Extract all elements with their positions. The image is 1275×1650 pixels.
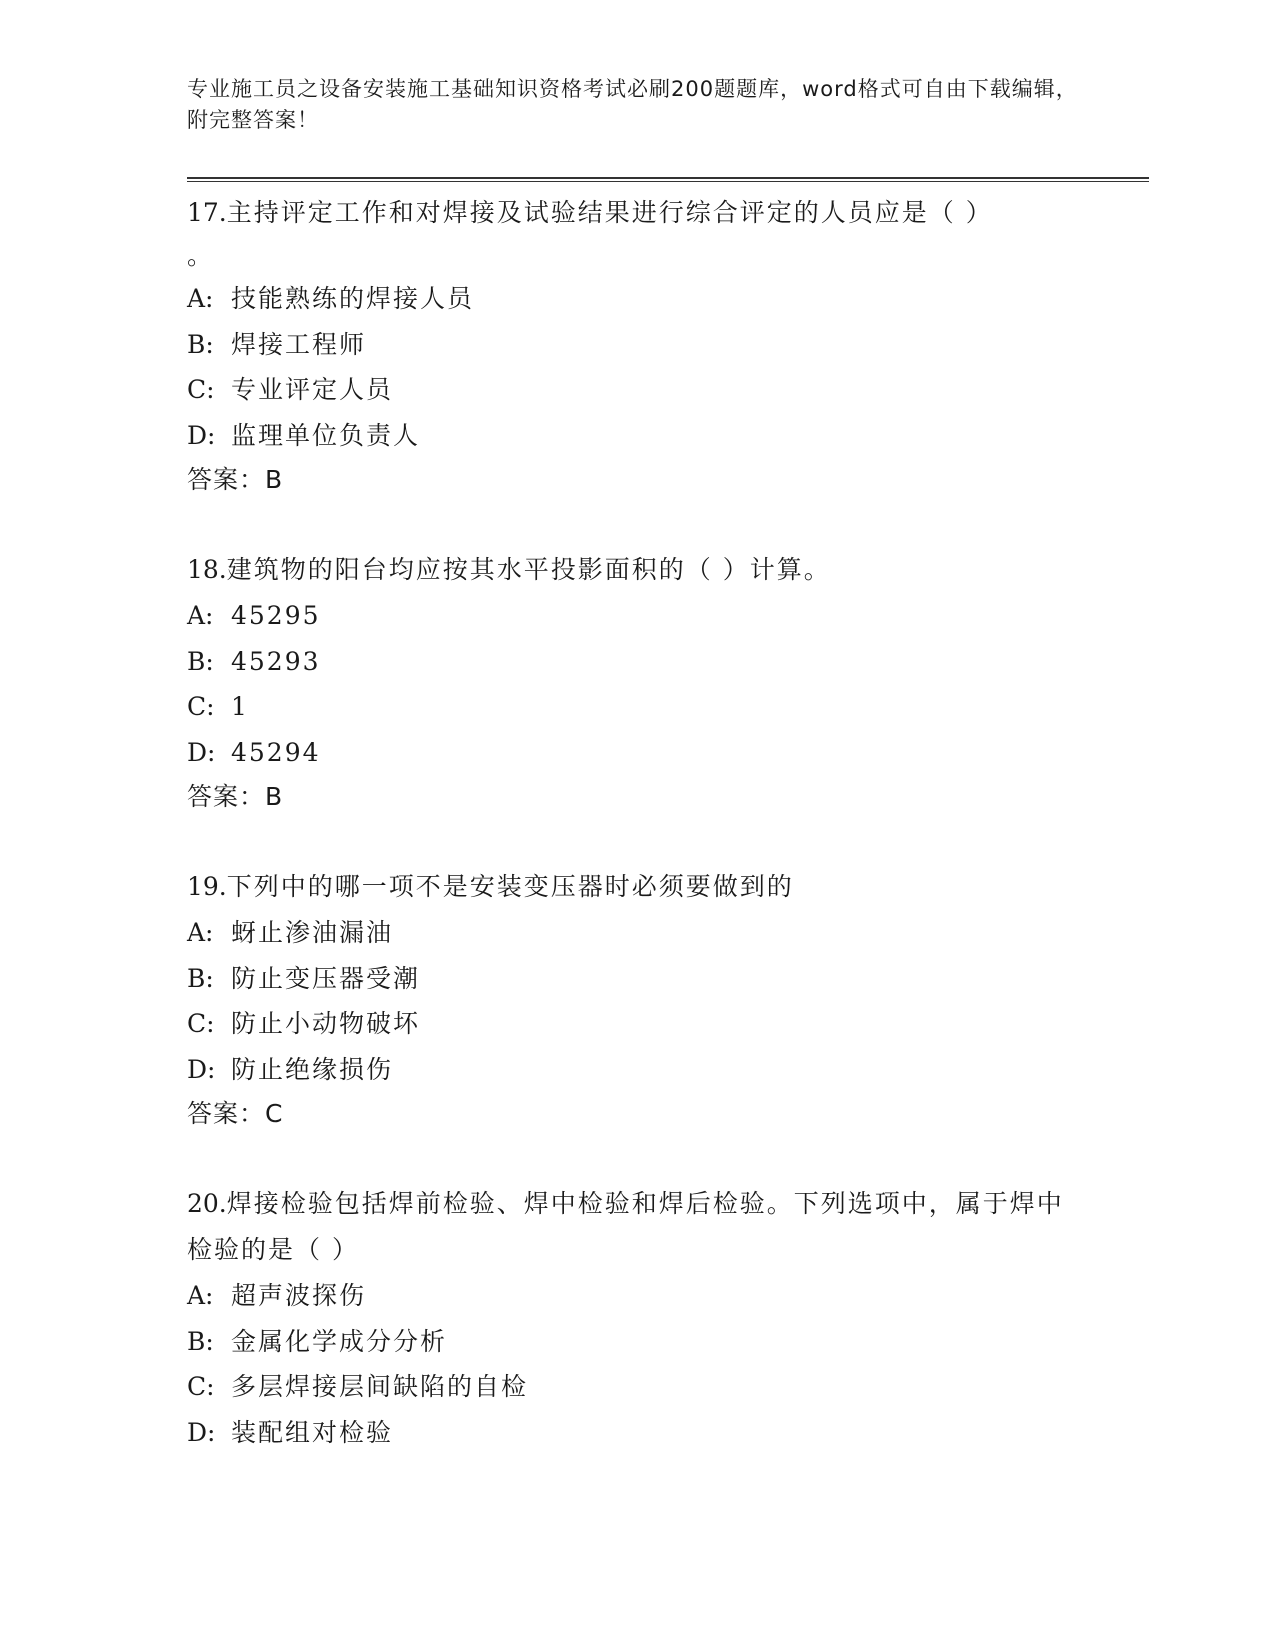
document-header: 专业施工员之设备安装施工基础知识资格考试必刷200题题库，word格式可自由下载编辑，附完整答案！ [187, 77, 1078, 132]
answer-label: 答案：C [187, 1099, 284, 1128]
option-text: 焊接工程师 [231, 329, 367, 359]
option-text: 装配组对检验 [231, 1417, 394, 1447]
question-text [187, 547, 1087, 593]
header-divider [187, 177, 1149, 182]
option-letter: C: [187, 1009, 215, 1038]
option-text: 技能熟练的焊接人员 [231, 284, 475, 313]
answer-label: 答案：B [187, 465, 284, 494]
option-letter: D: [187, 1054, 216, 1084]
option-text: 超声波探伤 [231, 1281, 367, 1310]
option-letter: C: [187, 692, 215, 721]
question-number: 20. [187, 1189, 227, 1218]
option-letter: D: [187, 1417, 216, 1447]
question-17 [187, 190, 1087, 502]
option-b [187, 956, 1087, 1002]
answer-label: 答案：B [187, 782, 284, 811]
option-text: 多层焊接层间缺陷的自检 [231, 1372, 529, 1401]
option-letter: D: [187, 420, 216, 450]
question-body: 焊接检验包括焊前检验、焊中检验和焊后检验。下列选项中，属于焊中检验的是（ ） [187, 1189, 1064, 1264]
option-text: 金属化学成分分析 [231, 1326, 448, 1356]
option-text: 1 [231, 692, 249, 721]
option-text: 专业评定人员 [231, 375, 394, 404]
question-list [187, 190, 1087, 1500]
option-text: 防止变压器受潮 [231, 963, 421, 993]
option-text: 监理单位负责人 [231, 420, 421, 450]
option-text: 蚜止渗油漏油 [231, 918, 394, 947]
option-letter: A: [187, 284, 214, 313]
question-trailing-punctuation: 。 [187, 241, 215, 270]
option-letter: D: [187, 737, 216, 767]
question-20 [187, 1181, 1087, 1455]
option-c [187, 684, 1087, 730]
option-d [187, 730, 1087, 776]
question-text [187, 190, 1087, 236]
option-letter: C: [187, 1372, 215, 1401]
option-d [187, 413, 1087, 459]
option-letter: B: [187, 1326, 214, 1356]
option-letter: B: [187, 963, 214, 993]
option-b [187, 639, 1087, 685]
question-body: 主持评定工作和对焊接及试验结果进行综合评定的人员应是（ ） [226, 198, 993, 227]
option-b [187, 322, 1087, 368]
option-text: 防止绝缘损伤 [231, 1054, 394, 1084]
option-letter: B: [187, 646, 214, 676]
question-number: 18. [187, 555, 227, 584]
option-c [187, 1364, 1087, 1410]
question-number: 17. [187, 198, 227, 227]
option-text: 45295 [231, 601, 321, 630]
question-body: 下列中的哪一项不是安装变压器时必须要做到的 [226, 872, 794, 901]
option-letter: C: [187, 375, 215, 404]
option-text: 45294 [231, 737, 321, 767]
option-a [187, 1273, 1087, 1319]
option-text: 防止小动物破坏 [231, 1009, 421, 1038]
option-a [187, 276, 1087, 322]
option-text: 45293 [231, 646, 321, 676]
option-b [187, 1319, 1087, 1365]
option-d [187, 1047, 1087, 1093]
option-letter: B: [187, 329, 214, 359]
question-body: 建筑物的阳台均应按其水平投影面积的（ ）计算。 [226, 555, 831, 584]
question-number: 19. [187, 872, 227, 901]
option-a [187, 593, 1087, 639]
question-text [187, 1181, 1087, 1273]
option-letter: A: [187, 1281, 214, 1310]
option-c [187, 367, 1087, 413]
option-d [187, 1410, 1087, 1456]
question-18 [187, 547, 1087, 819]
option-a [187, 910, 1087, 956]
option-letter: A: [187, 918, 214, 947]
question-text [187, 864, 1087, 910]
option-c [187, 1001, 1087, 1047]
question-19 [187, 864, 1087, 1136]
option-letter: A: [187, 601, 214, 630]
